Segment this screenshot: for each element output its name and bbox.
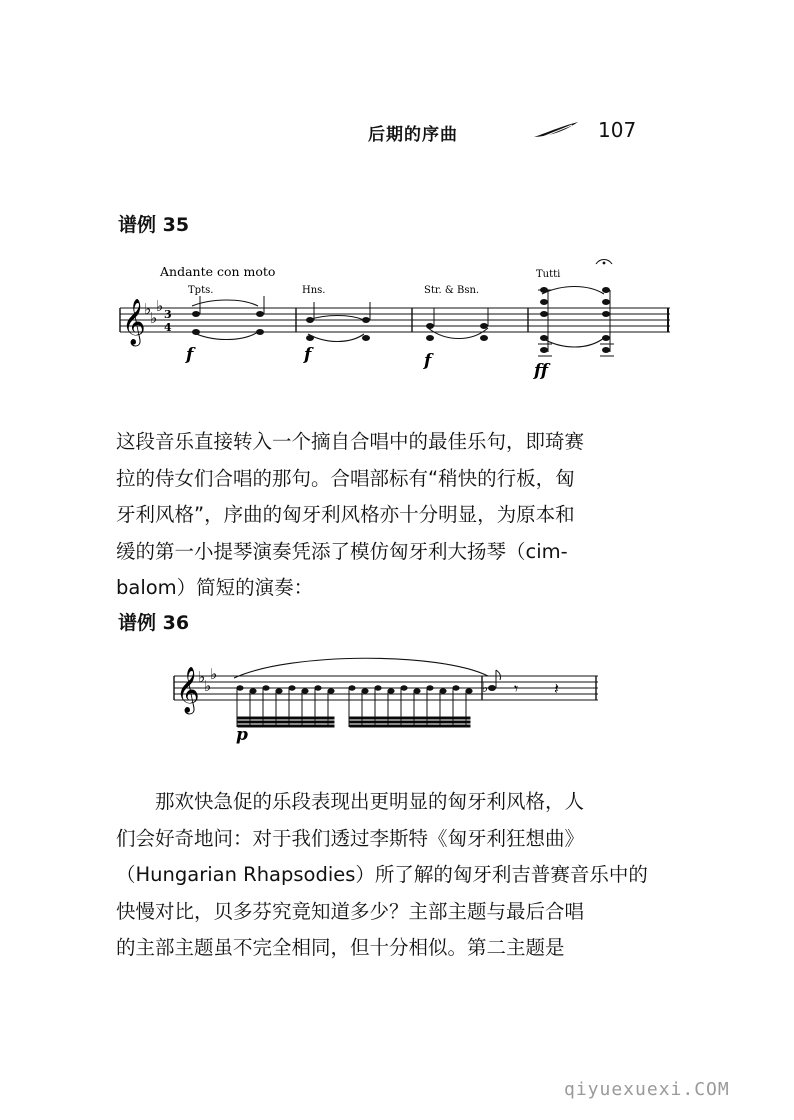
text-line: 这段音乐直接转入一个摘自合唱中的最佳乐句，即琦赛	[116, 430, 585, 453]
quarter-rest-icon: 𝄽	[554, 679, 559, 698]
example-35-score	[112, 256, 692, 386]
note-stems	[200, 290, 614, 356]
text-line: balom）简短的演奏：	[116, 576, 314, 599]
instrument-label-tutti: Tutti	[536, 269, 561, 280]
example-35-label: 谱例 35	[118, 214, 190, 236]
text-line: 拉的侍女们合唱的那句。合唱部标有“稍快的行板，匈	[116, 466, 575, 490]
instrument-label-horns: Hns.	[302, 285, 326, 296]
text-line: 缓的第一小提琴演奏凭添了模仿匈牙利大扬琴（cim-	[116, 539, 568, 563]
text-line: 们会好奇地问：对于我们透过李斯特《匈牙利狂想曲》	[116, 826, 585, 850]
svg-text:♭: ♭	[210, 665, 218, 683]
dynamic-mark: f	[304, 345, 312, 365]
time-signature	[164, 308, 172, 334]
svg-text:♭: ♭	[144, 300, 152, 318]
watermark: qiyuexuexi.COM	[564, 1079, 730, 1100]
staff-lines	[120, 308, 670, 332]
page-number: 107	[598, 118, 637, 142]
dynamic-mark: ff	[534, 361, 549, 381]
eighth-rest-icon: 𝄾	[514, 679, 519, 698]
paragraph-1	[116, 424, 676, 607]
instrument-label-strings-bassoon: Str. & Bsn.	[424, 285, 480, 296]
dynamic-mark: f	[424, 351, 432, 371]
text-line: （Hungarian Rhapsodies）所了解的匈牙利吉普赛音乐中的	[116, 863, 648, 886]
note-head	[488, 685, 496, 691]
running-header-title: 后期的序曲	[368, 125, 458, 145]
svg-text:♭: ♭	[156, 297, 164, 315]
note-flag	[496, 670, 501, 680]
svg-text:♭: ♭	[204, 677, 212, 695]
beams	[238, 717, 470, 727]
text-line: 那欢快急促的乐段表现出更明显的匈牙利风格，人	[155, 790, 585, 813]
text-line: 牙利风格”，序曲的匈牙利风格亦十分明显，为原本和	[116, 503, 575, 526]
example-36-score	[170, 654, 610, 744]
flat-accidental-icon: ♭	[482, 681, 489, 696]
key-signature-flats-icon	[198, 665, 217, 695]
phrase-slur	[234, 658, 488, 678]
treble-clef-icon: 𝄞	[176, 667, 200, 713]
dynamic-mark: p	[236, 725, 248, 744]
svg-text:3: 3	[164, 308, 172, 321]
quill-ornament-icon	[532, 120, 580, 142]
text-line: 快慢对比，贝多芬究竟知道多少？主部主题与最后合唱	[116, 899, 585, 923]
example-36-label: 谱例 36	[118, 612, 190, 634]
paragraph-2	[116, 784, 676, 967]
key-signature-flats-icon	[144, 297, 163, 327]
text-line: 的主部主题虽不完全相同，但十分相似。第二主题是	[116, 936, 565, 959]
tempo-marking: Andante con moto	[160, 264, 276, 279]
svg-text:♭: ♭	[150, 309, 158, 327]
svg-text:♭: ♭	[198, 668, 206, 686]
dynamic-mark: f	[186, 345, 194, 365]
treble-clef-icon: 𝄞	[122, 299, 146, 345]
instrument-label-trumpets: Tpts.	[188, 285, 214, 296]
svg-text:4: 4	[164, 321, 172, 334]
